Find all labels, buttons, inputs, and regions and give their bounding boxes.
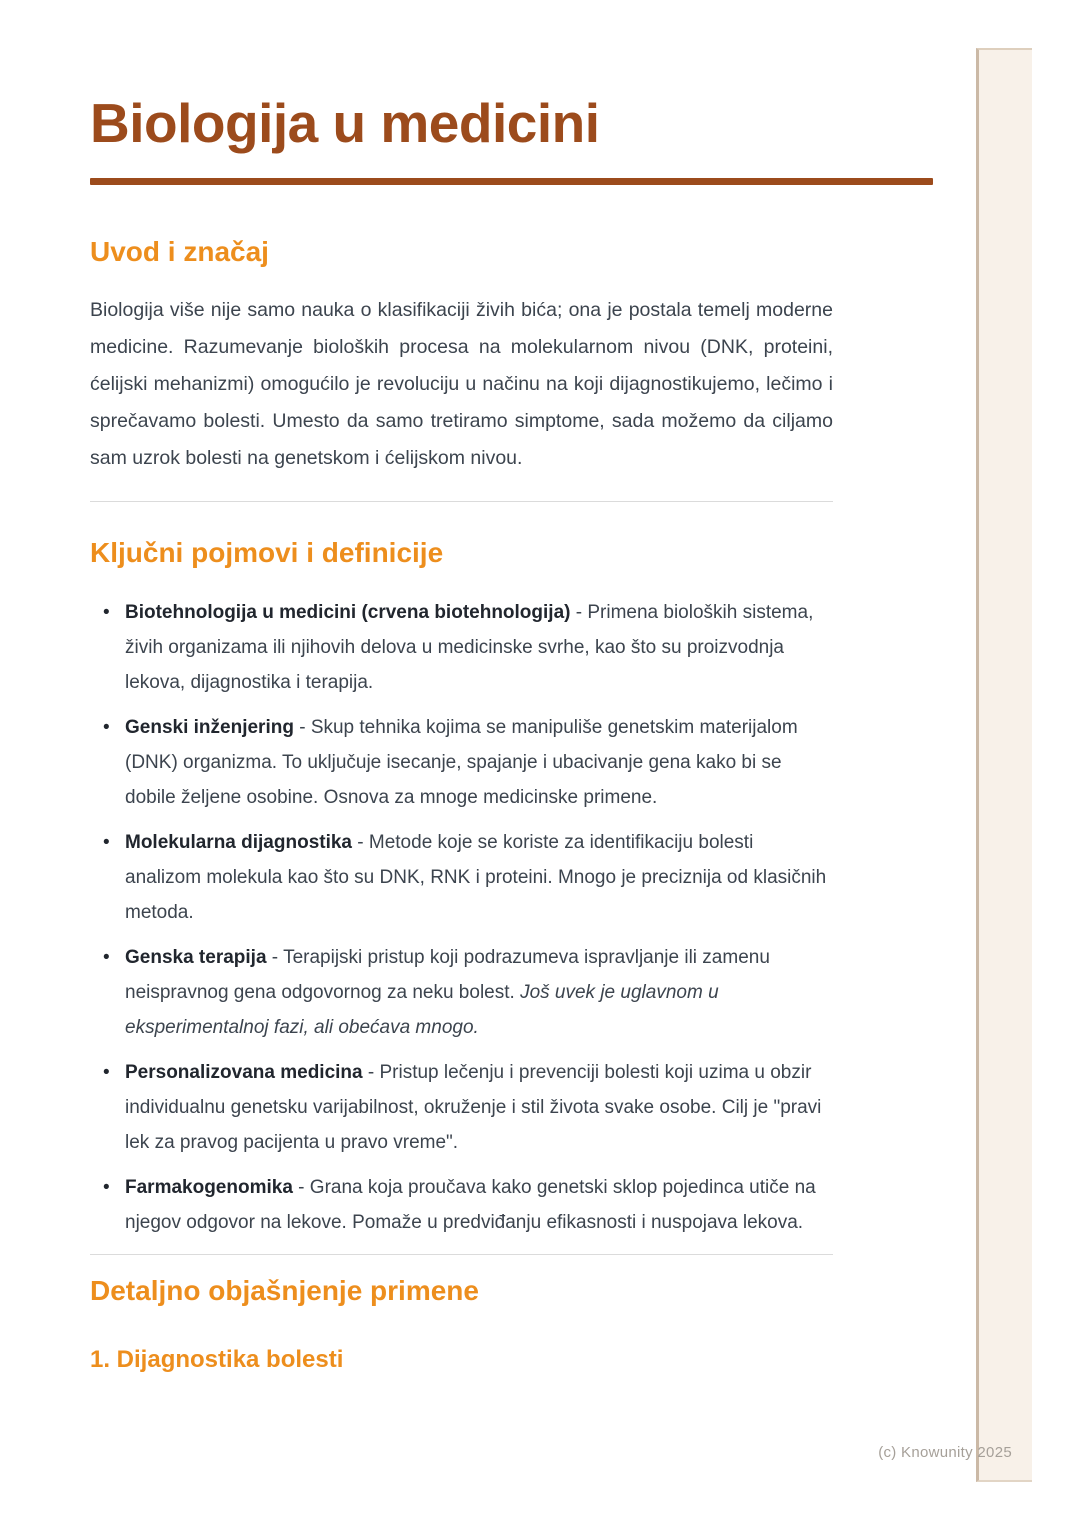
subsection-heading-diagnostics: 1. Dijagnostika bolesti xyxy=(90,1346,344,1373)
intro-paragraph: Biologija više nije samo nauka o klasifikaciji živih bića; ona je postala temelj moderne medicine. Razumevanje bioloških procesa na molekularnom nivou (DNK, proteini, ćelijski mehanizmi) omogućilo je revoluciju u načinu na koji dijagnostikujemo, lečimo i sprečavamo bolesti. Umesto da samo tretiramo simptome, sada možemo da ciljamo sam uzrok bolesti na genetskom i ćelijskom nivou. xyxy=(90,299,833,469)
term-definition: - Pristup lečenju i prevenciji bolesti koji uzima u obzir individualnu genetsku varijabilnost, okruženje i stil života svake osobe. Cilj je "pravi lek za pravog pacijenta u pravo vreme". xyxy=(125,1062,822,1153)
document-title: Biologija u medicini xyxy=(90,92,600,154)
term-item-molekularna-dijagnostika xyxy=(125,825,833,930)
document-content xyxy=(90,0,933,1373)
title-underline-rule xyxy=(90,178,933,185)
term-item-genski-inzenjering xyxy=(125,710,833,815)
term-definition: - Skup tehnika kojima se manipuliše genetskim materijalom (DNK) organizma. To uključuje isecanje, spajanje i ubacivanje gena kako bi se dobile željene osobine. Osnova za mnoge medicinske primene. xyxy=(125,717,798,808)
right-margin-stripe xyxy=(976,48,1032,1482)
term-name: Genski inženjering xyxy=(125,717,294,738)
section-heading-applications: Detaljno objašnjenje primene xyxy=(90,1275,479,1306)
section-divider xyxy=(90,1254,833,1255)
section-heading-intro: Uvod i značaj xyxy=(90,236,269,267)
term-definition: - Primena bioloških sistema, živih organizama ili njihovih delova u medicinske svrhe, kao što su proizvodnja lekova, dijagnostika i terapija. xyxy=(125,602,814,693)
term-item-biotehnologija xyxy=(125,595,833,700)
term-definition: - Terapijski pristup koji podrazumeva ispravljanje ili zamenu neispravnog gena odgovornog za neku bolest. xyxy=(125,947,770,1003)
term-name: Personalizovana medicina xyxy=(125,1062,363,1083)
term-name: Farmakogenomika xyxy=(125,1177,293,1198)
term-item-personalizovana-medicina xyxy=(125,1055,833,1160)
term-name: Genska terapija xyxy=(125,947,267,968)
term-name: Molekularna dijagnostika xyxy=(125,832,352,853)
terms-list xyxy=(90,595,833,1240)
section-divider xyxy=(90,501,833,502)
term-note-italic: Još uvek je uglavnom u eksperimentalnoj fazi, ali obećava mnogo. xyxy=(125,982,719,1038)
term-name: Biotehnologija u medicini (crvena biotehnologija) xyxy=(125,602,571,623)
term-definition: - Grana koja proučava kako genetski sklop pojedinca utiče na njegov odgovor na lekove. Pomaže u predviđanju efikasnosti i nuspojava lekova. xyxy=(125,1177,816,1233)
term-definition: - Metode koje se koriste za identifikaciju bolesti analizom molekula kao što su DNK, RNK i proteini. Mnogo je preciznija od klasičnih metoda. xyxy=(125,832,827,923)
section-heading-terms: Ključni pojmovi i definicije xyxy=(90,537,444,568)
term-item-farmakogenomika xyxy=(125,1170,833,1240)
term-item-genska-terapija xyxy=(125,940,833,1045)
copyright-watermark: (c) Knowunity 2025 xyxy=(878,1444,1012,1461)
